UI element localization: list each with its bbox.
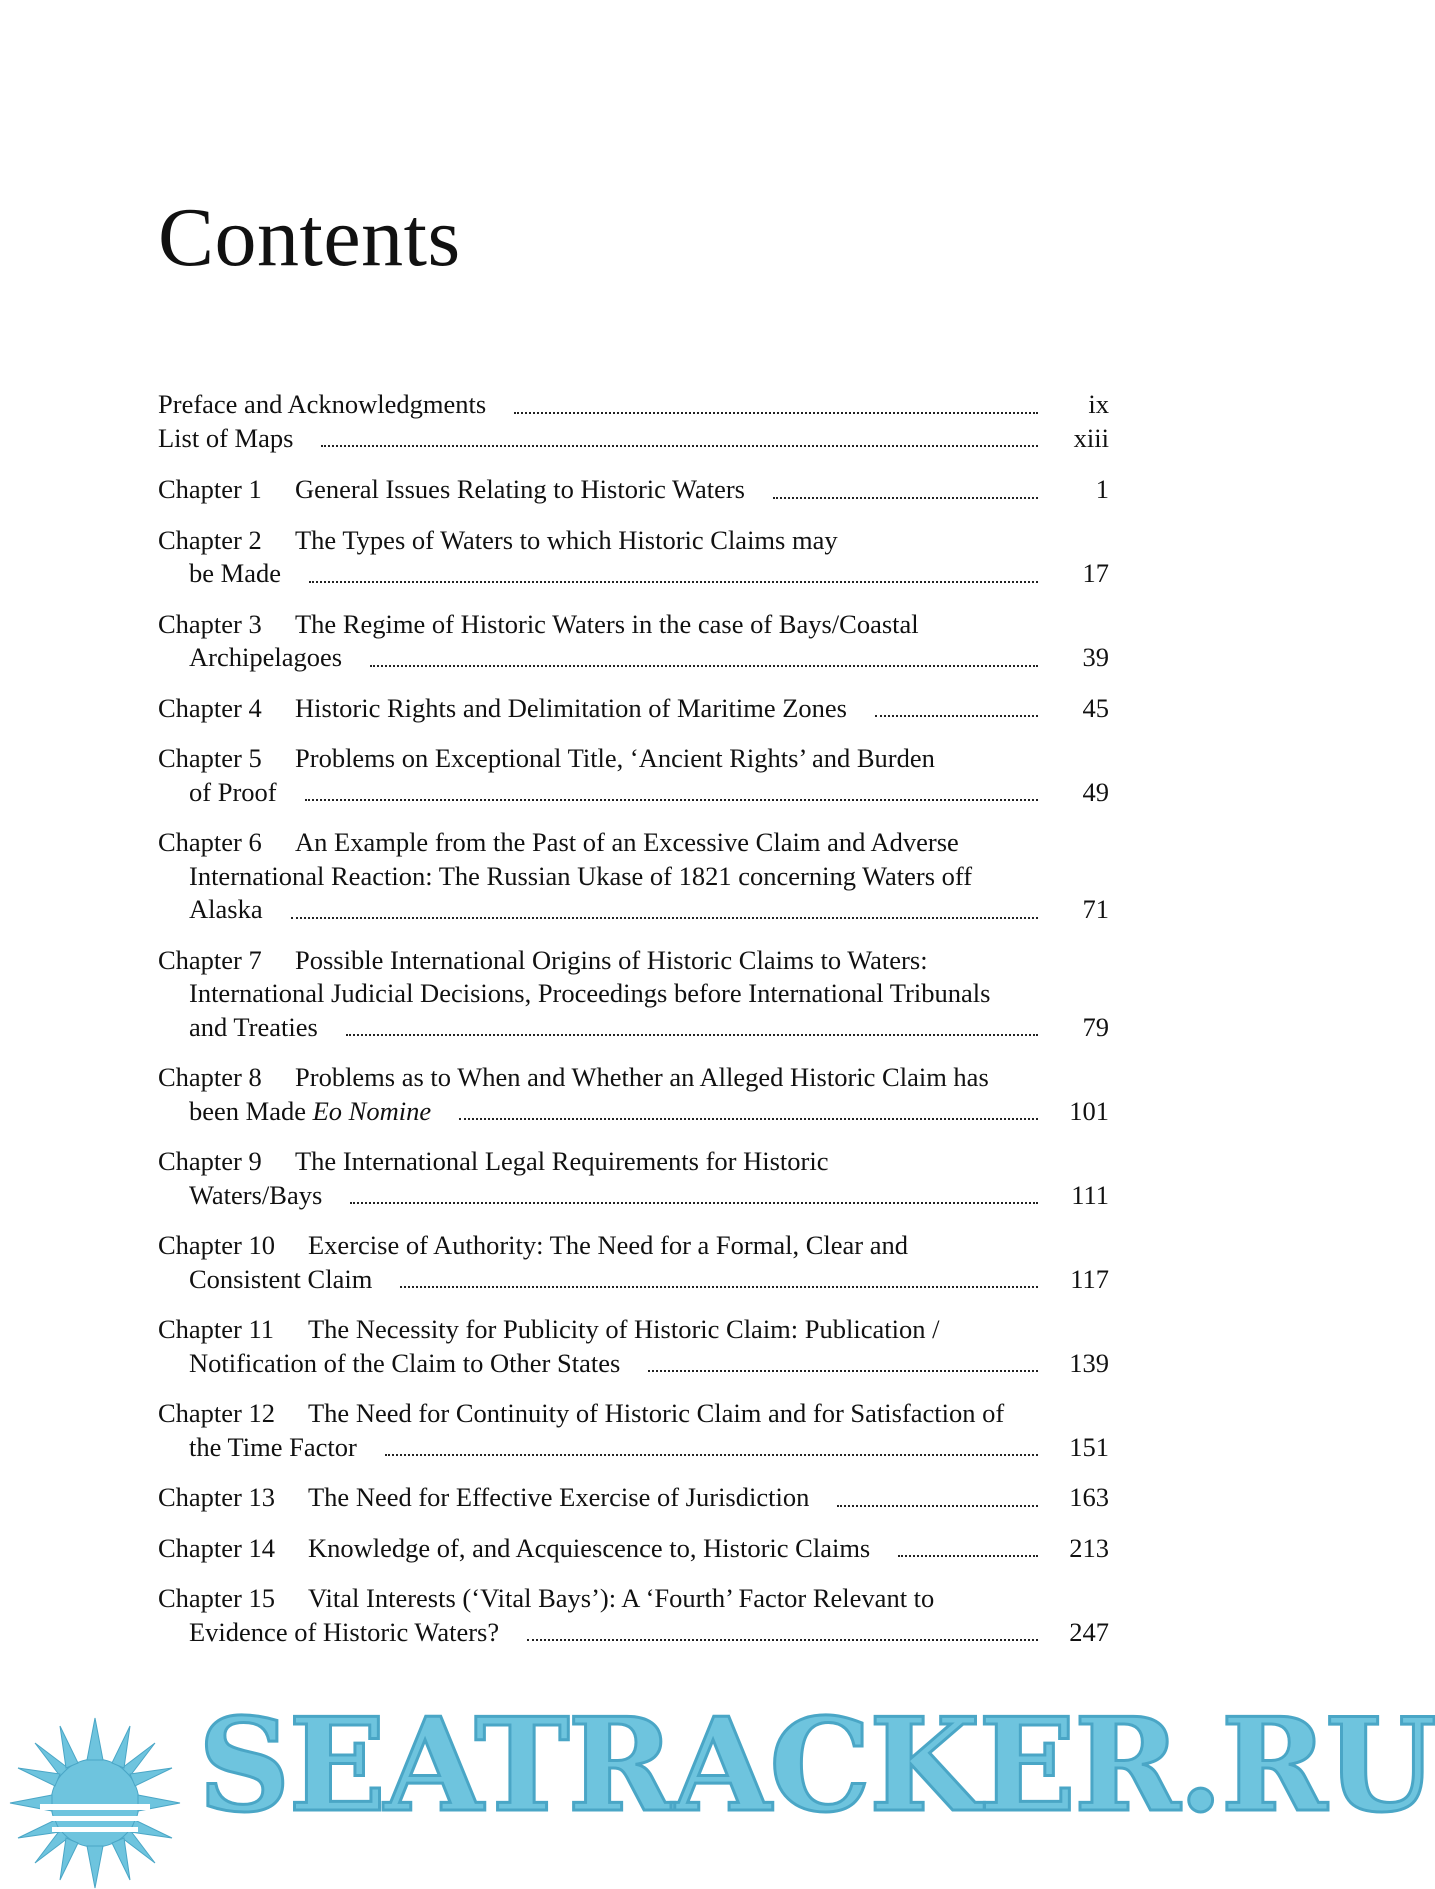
chapter-title-line: Problems as to When and Whether an Alleged Historic Claim has [295,1062,989,1092]
toc-entry-chapter-7[interactable] [158,944,1109,1045]
chapter-label: Chapter 10 [158,1230,276,1260]
toc-entry-preface[interactable] [158,388,1109,422]
toc-page-number: 17 [1082,558,1109,588]
chapter-title-line: Consistent Claim [189,1263,373,1294]
dot-leader [385,1431,1038,1465]
chapter-title-line: International Reaction: The Russian Ukase of 1821 concerning Waters off [189,860,973,891]
dot-leader [350,1179,1038,1213]
toc-entry-chapter-12[interactable] [158,1397,1109,1464]
toc-entry-chapter-14[interactable] [158,1532,1109,1566]
chapter-label: Chapter 3 [158,608,262,639]
toc-page-number: 213 [1069,1532,1109,1563]
chapter-title-line: General Issues Relating to Historic Waters [295,474,745,504]
chapter-title-line: Evidence of Historic Waters? [189,1616,500,1647]
toc-page-number: 1 [1095,474,1109,504]
chapter-title-line: Knowledge of, and Acquiescence to, Historic Claims [308,1532,871,1563]
chapter-title-line: and Treaties [189,1011,318,1042]
chapter-title-line: The Types of Waters to which Historic Claims may [295,524,838,555]
chapter-title-line: been Made [189,1095,306,1126]
toc-entry-chapter-2[interactable] [158,524,1109,591]
chapter-title-line: be Made [189,558,281,588]
toc-page-number: 79 [1082,1011,1109,1042]
dot-leader [346,1011,1038,1045]
chapter-title-line: International Judicial Decisions, Proceedings before International Tribunals [189,978,991,1008]
chapter-title-line: Exercise of Authority: The Need for a Formal, Clear and [308,1230,908,1260]
toc-entry-chapter-11[interactable] [158,1313,1109,1380]
watermark-text: SEATRACKER.RU [198,1691,1435,1841]
dot-leader [309,557,1038,591]
chapter-label: Chapter 6 [158,827,262,857]
chapter-title-line: Possible International Origins of Historic Claims to Waters: [295,944,928,975]
dot-leader [459,1095,1038,1129]
chapter-label: Chapter 11 [158,1314,275,1344]
table-of-contents [158,388,1109,1649]
toc-page-number: 101 [1069,1095,1109,1126]
toc-entry-chapter-6[interactable] [158,826,1109,927]
dot-leader [648,1347,1038,1381]
chapter-title-line: Vital Interests (‘Vital Bays’): A ‘Fourth’ Factor Relevant to [308,1583,935,1613]
chapter-title-line: The Regime of Historic Waters in the case of Bays/Coastal [295,608,919,639]
toc-entry-chapter-9[interactable] [158,1145,1109,1212]
chapter-label: Chapter 1 [158,474,262,504]
toc-page-number: 111 [1071,1179,1109,1210]
dot-leader [527,1616,1038,1650]
chapter-title-line: Alaska [189,894,263,924]
toc-entry-chapter-13[interactable] [158,1481,1109,1515]
sun-icon [0,1708,200,1888]
toc-page-number: 71 [1082,894,1109,924]
toc-entry-chapter-5[interactable] [158,742,1109,809]
toc-page-number: xiii [1073,422,1109,453]
toc-entry-chapter-8[interactable] [158,1061,1109,1128]
dot-leader [400,1263,1038,1297]
dot-leader [898,1532,1038,1566]
toc-page-number: 39 [1082,642,1109,672]
chapter-title-line: The Need for Continuity of Historic Claim and for Satisfaction of [308,1398,1005,1428]
chapter-label: Chapter 14 [158,1532,276,1563]
chapter-label: Chapter 5 [158,743,262,773]
chapter-title-line: Problems on Exceptional Title, ‘Ancient Rights’ and Burden [295,743,935,773]
toc-entry-list-of-maps[interactable] [158,422,1109,456]
chapter-title-line: of Proof [189,776,277,807]
chapter-label: Chapter 12 [158,1398,276,1428]
dot-leader [875,692,1038,726]
chapter-title-line: Archipelagoes [189,642,343,672]
watermark [0,1691,1435,1889]
toc-page-number: 151 [1069,1431,1109,1462]
toc-entry-chapter-10[interactable] [158,1229,1109,1296]
dot-leader [773,473,1038,507]
dot-leader [321,422,1038,456]
dot-leader [370,641,1038,675]
chapter-title-italic: Eo Nomine [312,1095,432,1126]
chapter-label: Chapter 8 [158,1062,262,1092]
chapter-title-line: The International Legal Requirements for Historic [295,1146,829,1176]
toc-entry-title: List of Maps [158,422,294,453]
dot-leader [514,388,1038,422]
chapter-label: Chapter 2 [158,524,262,555]
dot-leader [837,1481,1038,1515]
toc-page-number: 247 [1069,1616,1109,1647]
toc-entry-title: Preface and Acknowledgments [158,389,487,419]
chapter-title-line: the Time Factor [189,1431,357,1462]
chapter-title-line: An Example from the Past of an Excessive Claim and Adverse [295,827,959,857]
chapter-label: Chapter 7 [158,944,262,975]
toc-page-number: 49 [1082,776,1109,807]
page-title: Contents [158,191,461,284]
chapter-title-line: The Need for Effective Exercise of Jurisdiction [308,1482,810,1512]
chapter-title-line: Waters/Bays [189,1179,323,1210]
chapter-title-line: The Necessity for Publicity of Historic Claim: Publication / [308,1314,940,1344]
toc-entry-chapter-1[interactable] [158,473,1109,507]
chapter-label: Chapter 9 [158,1146,262,1176]
toc-page-number: ix [1088,389,1109,419]
chapter-title-line: Notification of the Claim to Other States [189,1347,621,1378]
chapter-label: Chapter 13 [158,1482,276,1512]
chapter-title-line: Historic Rights and Delimitation of Maritime Zones [295,692,847,723]
toc-entry-chapter-3[interactable] [158,608,1109,675]
toc-page-number: 139 [1069,1347,1109,1378]
toc-page-number: 163 [1069,1482,1109,1512]
dot-leader [291,893,1038,927]
toc-page-number: 117 [1070,1263,1109,1294]
toc-entry-chapter-4[interactable] [158,692,1109,726]
chapter-label: Chapter 4 [158,692,262,723]
chapter-label: Chapter 15 [158,1583,276,1613]
toc-page-number: 45 [1082,692,1109,723]
dot-leader [305,776,1038,810]
toc-entry-chapter-15[interactable] [158,1582,1109,1649]
